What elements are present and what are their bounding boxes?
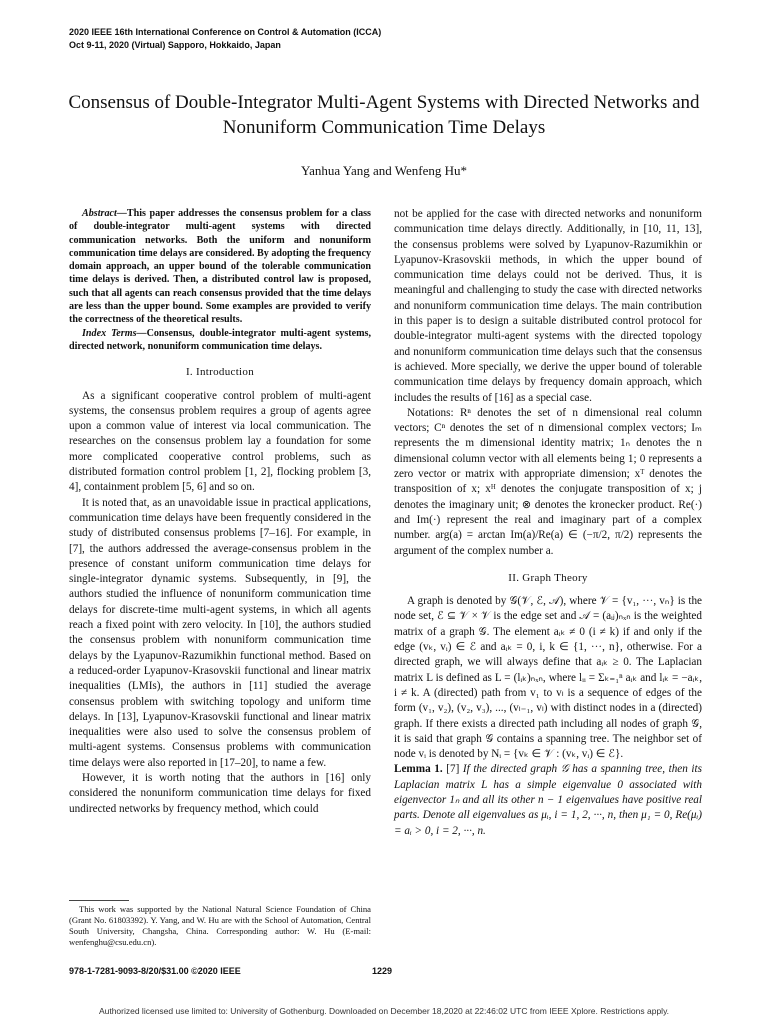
lemma-label: Lemma 1. <box>394 763 443 776</box>
index-terms-text: Consensus, double-integrator multi-agent systems, directed network, nonuniform communication time delays. <box>69 327 371 352</box>
index-terms-label: Index Terms— <box>82 327 147 339</box>
abstract-text: This paper addresses the consensus problem for a class of double-integrator multi-agent systems with directed communication networks. Both the uniform and nonuniform communication time delays are considered. By adopting the frequency domain approach, an upper bound of the tolerable communication time delays is derived. Then, a distributed control law is proposed, such that all agents can reach consensus provided that the time delays are less than the upper bound. Some examples are provided to verify the correctness of the theoretical results. <box>69 208 371 326</box>
paragraph: As a significant cooperative control problem of multi-agent systems, the consensus problem requires a group of agents agree upon a common value of interest via local communication. The researches on the consensus problem lay a foundation for some more complicated cooperative control problems, such as distributed formation control problem [1, 2], flocking problem [3, 4], containment problem [5, 6] and so on. <box>69 389 371 494</box>
paragraph-graph-definition: A graph is denoted by 𝒢(𝒱, ℰ, 𝒜), where 𝒱 = {v₁, ···, vₙ} is the node set, ℰ ⊆ 𝒱 × 𝒱 is the edge set and 𝒜 = (aᵢⱼ)ₙₓₙ is the weighted matrix of a graph 𝒢. The element aᵢₖ ≠ 0 (i ≠ k) if and only if the edge (vₖ, vᵢ) ∈ ℰ and aᵢₖ = 0, i, k ∈ {1, ···, n}, otherwise. For a directed graph, we will always define that aᵢₖ ≥ 0. The Laplacian matrix L is defined as L = (lᵢₖ)ₙₓₙ, where lᵢᵢ = Σₖ₌₁ⁿ aᵢₖ and lᵢₖ = −aᵢₖ, i ≠ k. A (directed) path from v₁ to vₗ is a sequence of edges of the form (v₁, v₂), (v₂, v₃), ..., (vₗ₋₁, vₗ) with distinct nodes in a (directed) graph. If there exists a directed path including all nodes of graph 𝒢, it is said that graph 𝒢 contains a spanning tree. The neighbor set of node vᵢ is denoted by Nᵢ = {vₖ ∈ 𝒱 : (vₖ, vᵢ) ∈ ℰ}. <box>394 595 702 761</box>
lemma <box>394 762 702 838</box>
left-column <box>69 207 371 817</box>
lemma-ref: [7] <box>446 763 460 776</box>
paragraph: not be applied for the case with directed networks and nonuniform communication time delays directly. Additionally, in [10, 11, 13], the consensus problems were solved by Lyapunov-Razumikhin or Lyapunov-Krasovskii methods, in which the upper bound of communication time delays could not be derived. Thus, it is meaningful and challenging to study the case with directed networks and nonuniform communication time delays. The main contribution in this paper is to design a suitable distributed control protocol for double-integrator multi-agent systems with the directed topology and nonuniform communication time delays such that the consensus is achieved. More specially, we derive the upper bound of tolerable communication time delays by frequency domain approach, which includes the results of [16] as a special case. <box>394 208 702 404</box>
paper-title: Consensus of Double-Integrator Multi-Agent Systems with Directed Networks and Nonuniform Communication Time Delays <box>68 92 700 138</box>
isbn-line: 978-1-7281-9093-8/20/$31.00 ©2020 IEEE <box>69 966 241 976</box>
license-notice: Authorized licensed use limited to: University of Gothenburg. Downloaded on December 18,2020 at 22:46:02 UTC from IEEE Xplore. Restrictions apply. <box>98 1006 670 1016</box>
abstract-label: Abstract— <box>82 208 127 219</box>
section-heading-introduction: I. Introduction <box>185 366 255 379</box>
index-terms <box>69 327 371 354</box>
abstract <box>69 207 371 327</box>
conference-line-1: 2020 IEEE 16th International Conference on Control & Automation (ICCA) <box>69 27 382 37</box>
paragraph: It is noted that, as an unavoidable issue in practical applications, communication time delays have been frequently considered in the study of distributed consensus problems [7–16]. For example, in [7], the authors addressed the average-consensus problem in the presence of constant uniform communication time delays for single-integrator dynamic systems. Subsequently, in [9], the authors studied the influence of nonuniform communication time delays for discrete-time multi-agent systems, in which all agents reach a fixed point with zero velocity. In [10], the authors studied the consensus problem with nonuniform communication time delays by the Lyapunov-Razumikhin functional method. Based on a reduced-order Lyapunov-Krasovskii functional and linear matrix inequalities (LMIs), the authors in [11] studied the average consensus problem with switching topology and uniform time delays. In [13], Lyapunov-Krasovskii functional and linear matrix inequalities were also used to solve the consensus problem of multi-agent systems. Consensus problems with communication time delays were also reported in [17–20], to name a few. <box>69 496 371 769</box>
page-number: 1229 <box>372 966 393 976</box>
conference-line-2: Oct 9-11, 2020 (Virtual) Sapporo, Hokkaido, Japan <box>69 40 281 50</box>
paper-authors: Yanhua Yang and Wenfeng Hu* <box>300 163 468 178</box>
paragraph: However, it is worth noting that the authors in [16] only considered the nonuniform communication time delays for fixed undirected networks by frequency method, which could <box>69 771 371 815</box>
paragraph-notations: Notations: Rⁿ denotes the set of n dimensional real column vectors; Cⁿ denotes the set of n dimensional complex vectors; Iₘ represents the m dimensional identity matrix; 1ₙ denotes the n dimensional column vector with all elements being 1; 0 represents a zero vector or matrix with appropriate dimension; xᵀ denotes the transposition of x; xᴴ denotes the conjugate transposition of x; j denotes the imaginary unit; ⊗ denotes the kronecker product. Re(·) and Im(·) represent the real and imaginary part of a complex number. arg(a) = arctan Im(a)/Re(a) ∈ (−π/2, π/2) represents the argument of the complex number a. <box>394 406 702 557</box>
footnote-divider <box>69 900 129 901</box>
right-column <box>394 207 702 839</box>
conference-header <box>69 26 381 52</box>
lemma-text: If the directed graph 𝒢 has a spanning tree, then its Laplacian matrix L has a simple eigenvalue 0 associated with eigenvector 1ₙ and all its other n − 1 eigenvalues have positive real parts. Denote all eigenvalues as μᵢ, i = 1, 2, ···, n, then μ₁ = 0, Re(μᵢ) = aᵢ > 0, i = 2, ···, n. <box>394 763 703 837</box>
footnote: This work was supported by the National Natural Science Foundation of China (Grant No. 61803392). Y. Yang, and W. Hu are with the School of Automation, Central South University, Changsha, China. Corresponding author: W. Hu (E-mail: wenfenghu@csu.edu.cn). <box>69 904 371 947</box>
section-heading-graph-theory: II. Graph Theory <box>508 571 588 584</box>
